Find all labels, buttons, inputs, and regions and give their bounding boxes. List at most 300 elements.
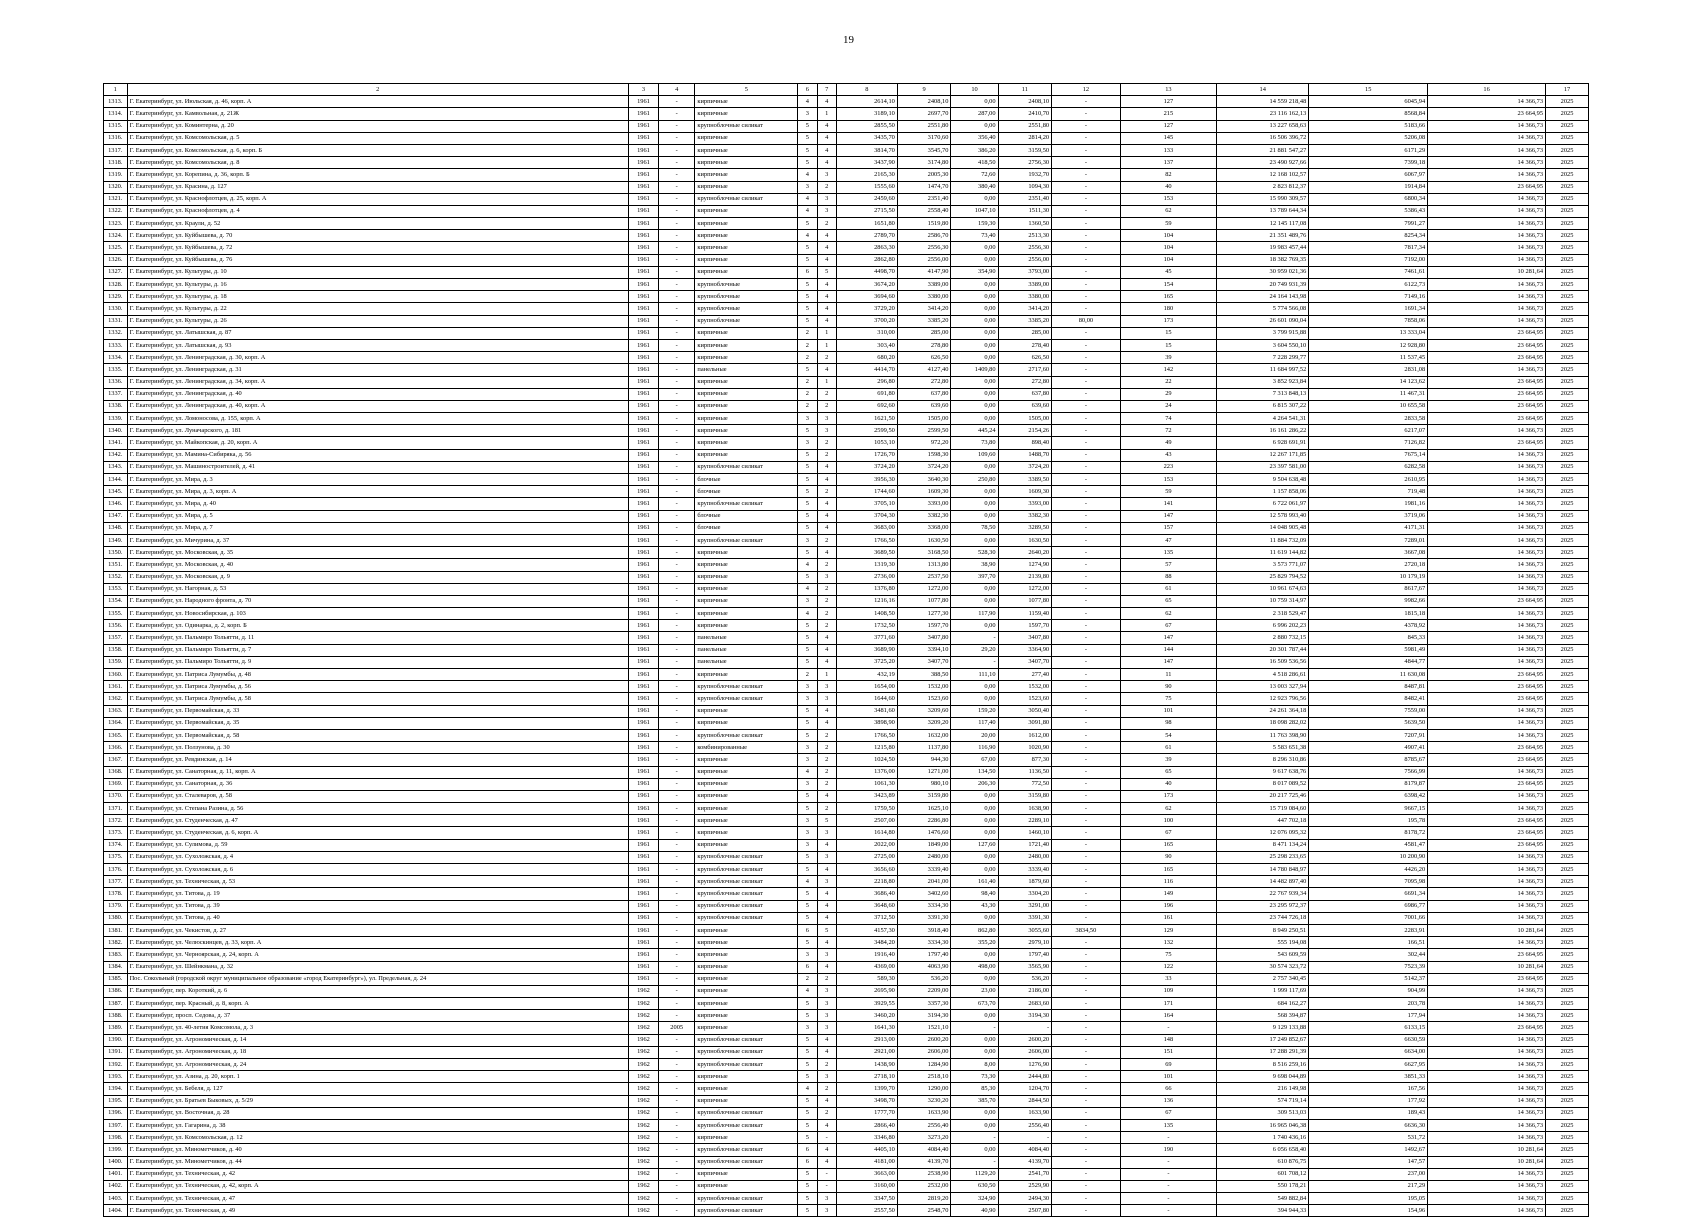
cell-plan-year: 2025 [1546, 437, 1589, 449]
cell-common-area: - [1052, 803, 1121, 815]
cell-entrances: 3 [817, 827, 836, 839]
cell-row-number: 1331. [104, 315, 128, 327]
cell-total-area: 3929,55 [836, 998, 897, 1010]
cell-total-area: 1319,30 [836, 559, 897, 571]
cell-year-reconstruction: - [658, 474, 694, 486]
cell-year-built: 1961 [628, 108, 658, 120]
cell-nonresidential-area: - [951, 1022, 998, 1034]
table-row [104, 973, 1589, 985]
cell-total-cost: 30 574 323,72 [1217, 961, 1309, 973]
cell-floors: 5 [798, 1034, 817, 1046]
cell-common-area: - [1052, 998, 1121, 1010]
cell-year-built: 1961 [628, 132, 658, 144]
cell-residents: 147 [1120, 632, 1216, 644]
cell-address: Г. Екатеринбург, ул. Техническая, д. 42, корп. А [127, 1180, 628, 1192]
cell-total-area: 1053,10 [836, 437, 897, 449]
cell-common-area: - [1052, 937, 1121, 949]
cell-cost-per-sqm: 6282,58 [1309, 461, 1428, 473]
cell-row-number: 1320. [104, 181, 128, 193]
cell-address: Г. Екатеринбург, пер. Короткий, д. 6 [127, 985, 628, 997]
cell-wall-material: крупноблочные [695, 279, 798, 291]
cell-common-area: - [1052, 169, 1121, 181]
cell-residential-area: 2558,40 [897, 205, 951, 217]
cell-nonresidential-area: 0,00 [951, 400, 998, 412]
cell-residential-area: 3209,60 [897, 705, 951, 717]
cell-residents: 147 [1120, 510, 1216, 522]
cell-year-reconstruction: - [658, 413, 694, 425]
cell-year-reconstruction: - [658, 534, 694, 546]
cell-total-cost: 25 829 794,52 [1217, 571, 1309, 583]
cell-entrances: 2 [817, 742, 836, 754]
cell-nonresidential-area: 0,00 [951, 864, 998, 876]
cell-address: Г. Екатеринбург, ул. Культуры, д. 18 [127, 291, 628, 303]
cell-residential-area: 2556,30 [897, 242, 951, 254]
cell-total-cost: 23 397 581,00 [1217, 461, 1309, 473]
cell-nonresidential-area: 127,60 [951, 839, 998, 851]
cell-address: Г. Екатеринбург, ул. Латышская, д. 93 [127, 339, 628, 351]
cell-plan-year: 2025 [1546, 510, 1589, 522]
cell-nonresidential-area: 73,80 [951, 437, 998, 449]
cell-floors: 5 [798, 900, 817, 912]
cell-year-built: 1961 [628, 937, 658, 949]
table-row [104, 912, 1589, 924]
cell-entrances: 2 [817, 595, 836, 607]
cell-cost-per-sqm: 302,44 [1309, 949, 1428, 961]
cell-common-area: - [1052, 729, 1121, 741]
cell-common-area: - [1052, 242, 1121, 254]
cell-total-cost: 20 301 787,44 [1217, 644, 1309, 656]
cell-residential-area: 2600,20 [897, 1034, 951, 1046]
cell-floors: 4 [798, 766, 817, 778]
cell-entrances: 3 [817, 851, 836, 863]
cell-entrances: 4 [817, 522, 836, 534]
cell-residential-in-ownership: 3382,30 [998, 510, 1052, 522]
cell-address: Г. Екатеринбург, ул. Челюскинцев, д. 33, корп. А [127, 937, 628, 949]
cell-total-area: 296,80 [836, 376, 897, 388]
cell-wall-material: кирпичные [695, 400, 798, 412]
cell-limit-per-sqm: 14 366,73 [1428, 1059, 1546, 1071]
cell-total-area: 1766,50 [836, 534, 897, 546]
cell-cost-per-sqm: 7001,66 [1309, 912, 1428, 924]
cell-residential-area: 3357,30 [897, 998, 951, 1010]
cell-limit-per-sqm: 14 366,73 [1428, 474, 1546, 486]
cell-address: Г. Екатеринбург, ул. Мамина-Сибиряка, д. 56 [127, 449, 628, 461]
cell-limit-per-sqm: 14 366,73 [1428, 937, 1546, 949]
cell-year-reconstruction: - [658, 193, 694, 205]
cell-cost-per-sqm: 11 630,08 [1309, 669, 1428, 681]
cell-limit-per-sqm: 14 366,73 [1428, 729, 1546, 741]
cell-plan-year: 2025 [1546, 973, 1589, 985]
cell-floors: 2 [798, 376, 817, 388]
table-row [104, 279, 1589, 291]
cell-limit-per-sqm: 14 366,73 [1428, 1205, 1546, 1217]
cell-residential-area: 3339,40 [897, 864, 951, 876]
cell-address: Г. Екатеринбург, ул. Латышская, д. 87 [127, 327, 628, 339]
cell-common-area: - [1052, 352, 1121, 364]
cell-common-area: - [1052, 437, 1121, 449]
column-header-1: 1 [104, 84, 128, 96]
cell-wall-material: крупноблочные силикат [695, 1046, 798, 1058]
cell-cost-per-sqm: 8617,67 [1309, 583, 1428, 595]
cell-total-cost: 447 702,18 [1217, 815, 1309, 827]
cell-residential-in-ownership: 3159,50 [998, 144, 1052, 156]
cell-floors: 5 [798, 1059, 817, 1071]
cell-address: Г. Екатеринбург, ул. Культуры, д. 16 [127, 279, 628, 291]
cell-common-area: - [1052, 876, 1121, 888]
cell-residents: 127 [1120, 96, 1216, 108]
cell-year-built: 1961 [628, 498, 658, 510]
cell-residential-area: 1597,70 [897, 620, 951, 632]
cell-year-built: 1962 [628, 1095, 658, 1107]
cell-row-number: 1395. [104, 1095, 128, 1107]
cell-cost-per-sqm: 177,92 [1309, 1095, 1428, 1107]
cell-total-cost: 4 264 541,31 [1217, 413, 1309, 425]
page-number: 19 [843, 34, 854, 46]
cell-nonresidential-area: 117,40 [951, 717, 998, 729]
cell-residential-area: 4139,70 [897, 1156, 951, 1168]
cell-wall-material: кирпичные [695, 1180, 798, 1192]
cell-wall-material: крупноблочные силикат [695, 461, 798, 473]
cell-cost-per-sqm: 7289,01 [1309, 534, 1428, 546]
cell-wall-material: крупноблочные силикат [695, 534, 798, 546]
table-row [104, 413, 1589, 425]
cell-year-reconstruction: - [658, 254, 694, 266]
cell-residential-area: 2041,00 [897, 876, 951, 888]
cell-residential-in-ownership: 3194,30 [998, 1010, 1052, 1022]
cell-residents: 22 [1120, 376, 1216, 388]
cell-plan-year: 2025 [1546, 1107, 1589, 1119]
cell-limit-per-sqm: 14 366,73 [1428, 656, 1546, 668]
cell-residential-in-ownership: 2480,00 [998, 851, 1052, 863]
cell-floors: 2 [798, 339, 817, 351]
cell-residential-area: 3391,30 [897, 912, 951, 924]
cell-year-reconstruction: - [658, 961, 694, 973]
cell-year-reconstruction: - [658, 449, 694, 461]
table-row [104, 656, 1589, 668]
cell-residential-in-ownership: 1523,60 [998, 693, 1052, 705]
cell-limit-per-sqm: 14 366,73 [1428, 1180, 1546, 1192]
cell-residents: 104 [1120, 254, 1216, 266]
cell-common-area: - [1052, 1010, 1121, 1022]
cell-plan-year: 2025 [1546, 559, 1589, 571]
table-row [104, 498, 1589, 510]
cell-wall-material: крупноблочные [695, 303, 798, 315]
cell-total-area: 1726,70 [836, 449, 897, 461]
cell-total-cost: 12 923 796,56 [1217, 693, 1309, 705]
cell-entrances: - [817, 1168, 836, 1180]
cell-wall-material: кирпичные [695, 839, 798, 851]
cell-limit-per-sqm: 14 366,73 [1428, 851, 1546, 863]
cell-entrances: 4 [817, 1119, 836, 1131]
cell-residents: 47 [1120, 534, 1216, 546]
cell-residents: 153 [1120, 474, 1216, 486]
cell-entrances: 4 [817, 1144, 836, 1156]
table-row [104, 254, 1589, 266]
cell-address: Г. Екатеринбург, ул. Луначарского, д. 181 [127, 425, 628, 437]
cell-total-cost: 16 965 046,38 [1217, 1119, 1309, 1131]
cell-cost-per-sqm: 1492,67 [1309, 1144, 1428, 1156]
cell-total-cost: 21 881 547,27 [1217, 144, 1309, 156]
cell-wall-material: кирпичные [695, 583, 798, 595]
cell-address: Г. Екатеринбург, ул. Первомайская, д. 35 [127, 717, 628, 729]
cell-floors: 3 [798, 839, 817, 851]
cell-year-reconstruction: - [658, 595, 694, 607]
cell-total-cost: 684 162,27 [1217, 998, 1309, 1010]
cell-residential-area: 2586,70 [897, 230, 951, 242]
cell-plan-year: 2025 [1546, 230, 1589, 242]
cell-cost-per-sqm: 7095,98 [1309, 876, 1428, 888]
cell-plan-year: 2025 [1546, 888, 1589, 900]
cell-limit-per-sqm: 14 366,73 [1428, 803, 1546, 815]
cell-total-cost: 550 178,21 [1217, 1180, 1309, 1192]
cell-cost-per-sqm: 6986,77 [1309, 900, 1428, 912]
cell-limit-per-sqm: 23 664,95 [1428, 693, 1546, 705]
cell-limit-per-sqm: 14 366,73 [1428, 620, 1546, 632]
cell-cost-per-sqm: 7817,34 [1309, 242, 1428, 254]
cell-total-area: 3663,00 [836, 1168, 897, 1180]
cell-residents: 154 [1120, 279, 1216, 291]
cell-nonresidential-area: 0,00 [951, 193, 998, 205]
cell-row-number: 1322. [104, 205, 128, 217]
cell-floors: 2 [798, 973, 817, 985]
cell-residential-area: 4147,90 [897, 266, 951, 278]
cell-residents: 11 [1120, 669, 1216, 681]
cell-year-built: 1961 [628, 339, 658, 351]
cell-limit-per-sqm: 23 664,95 [1428, 339, 1546, 351]
cell-nonresidential-area: - [951, 1132, 998, 1144]
cell-nonresidential-area: 630,50 [951, 1180, 998, 1192]
cell-total-cost: 23 490 927,66 [1217, 157, 1309, 169]
table-row [104, 851, 1589, 863]
column-header-15: 15 [1309, 84, 1428, 96]
cell-limit-per-sqm: 14 366,73 [1428, 364, 1546, 376]
cell-residential-area: 1474,70 [897, 181, 951, 193]
cell-plan-year: 2025 [1546, 924, 1589, 936]
cell-address: Г. Екатеринбург, ул. Техническая, д. 53 [127, 876, 628, 888]
cell-residential-in-ownership: 2600,20 [998, 1034, 1052, 1046]
cell-cost-per-sqm: 3667,08 [1309, 547, 1428, 559]
cell-plan-year: 2025 [1546, 400, 1589, 412]
cell-row-number: 1326. [104, 254, 128, 266]
cell-row-number: 1372. [104, 815, 128, 827]
cell-total-area: 1777,70 [836, 1107, 897, 1119]
cell-row-number: 1321. [104, 193, 128, 205]
cell-year-built: 1961 [628, 291, 658, 303]
cell-residents: 67 [1120, 620, 1216, 632]
cell-nonresidential-area: 356,40 [951, 132, 998, 144]
cell-total-cost: 14 780 848,97 [1217, 864, 1309, 876]
cell-entrances: 2 [817, 1059, 836, 1071]
cell-limit-per-sqm: 10 281,64 [1428, 924, 1546, 936]
cell-row-number: 1371. [104, 803, 128, 815]
cell-row-number: 1384. [104, 961, 128, 973]
cell-total-area: 680,20 [836, 352, 897, 364]
cell-entrances: 2 [817, 778, 836, 790]
cell-total-area: 303,40 [836, 339, 897, 351]
cell-plan-year: 2025 [1546, 669, 1589, 681]
cell-total-cost: 23 116 162,13 [1217, 108, 1309, 120]
cell-floors: 3 [798, 742, 817, 754]
cell-row-number: 1337. [104, 388, 128, 400]
cell-residential-area: 972,20 [897, 437, 951, 449]
cell-floors: 5 [798, 449, 817, 461]
cell-year-reconstruction: - [658, 669, 694, 681]
cell-total-area: 2614,10 [836, 96, 897, 108]
cell-address: Г. Екатеринбург, ул. Мичурина, д. 37 [127, 534, 628, 546]
cell-residents: 153 [1120, 193, 1216, 205]
cell-residential-area: 1523,60 [897, 693, 951, 705]
cell-residential-in-ownership: 637,80 [998, 388, 1052, 400]
cell-wall-material: кирпичные [695, 985, 798, 997]
cell-residential-in-ownership: 1159,40 [998, 608, 1052, 620]
cell-limit-per-sqm: 23 664,95 [1428, 742, 1546, 754]
cell-residential-area: 2556,00 [897, 254, 951, 266]
cell-wall-material: кирпичные [695, 949, 798, 961]
cell-address: Г. Екатеринбург, ул. Титова, д. 39 [127, 900, 628, 912]
cell-residential-in-ownership: 1136,50 [998, 766, 1052, 778]
cell-floors: 5 [798, 644, 817, 656]
cell-total-area: 1376,00 [836, 766, 897, 778]
cell-total-area: 1408,50 [836, 608, 897, 620]
cell-total-cost: 22 767 939,34 [1217, 888, 1309, 900]
cell-total-area: 1216,16 [836, 595, 897, 607]
cell-residential-area: 3640,30 [897, 474, 951, 486]
cell-total-area: 2855,50 [836, 120, 897, 132]
cell-nonresidential-area: 324,90 [951, 1193, 998, 1205]
cell-year-built: 1962 [628, 1107, 658, 1119]
cell-plan-year: 2025 [1546, 803, 1589, 815]
cell-cost-per-sqm: 5183,66 [1309, 120, 1428, 132]
cell-total-cost: 7 313 848,13 [1217, 388, 1309, 400]
cell-nonresidential-area: 250,80 [951, 474, 998, 486]
cell-address: Г. Екатеринбург, ул. Агрономическая, д. 18 [127, 1046, 628, 1058]
cell-row-number: 1315. [104, 120, 128, 132]
cell-total-cost: 216 149,98 [1217, 1083, 1309, 1095]
cell-residents: 98 [1120, 717, 1216, 729]
cell-residents: 135 [1120, 1119, 1216, 1131]
cell-wall-material: крупноблочные силикат [695, 912, 798, 924]
cell-address: Г. Екатеринбург, ул. Машиностроителей, д. 41 [127, 461, 628, 473]
cell-floors: 6 [798, 924, 817, 936]
cell-wall-material: крупноблочные силикат [695, 1034, 798, 1046]
cell-floors: 5 [798, 315, 817, 327]
cell-residents: 190 [1120, 1144, 1216, 1156]
cell-residential-in-ownership: 3159,80 [998, 790, 1052, 802]
cell-address: Г. Екатеринбург, пер. Красный, д. 8, корп. А [127, 998, 628, 1010]
cell-limit-per-sqm: 14 366,73 [1428, 912, 1546, 924]
cell-limit-per-sqm: 14 366,73 [1428, 120, 1546, 132]
cell-address: Г. Екатеринбург, ул. Куйбышева, д. 72 [127, 242, 628, 254]
cell-total-area: 3648,60 [836, 900, 897, 912]
cell-wall-material: кирпичные [695, 608, 798, 620]
cell-plan-year: 2025 [1546, 157, 1589, 169]
cell-wall-material: панельные [695, 656, 798, 668]
cell-floors: 5 [798, 888, 817, 900]
cell-residents: 137 [1120, 157, 1216, 169]
cell-residents: 43 [1120, 449, 1216, 461]
cell-residents: 24 [1120, 400, 1216, 412]
table-row [104, 144, 1589, 156]
cell-cost-per-sqm: 4581,47 [1309, 839, 1428, 851]
cell-common-area: - [1052, 1168, 1121, 1180]
cell-address: Г. Екатеринбург, ул. Первомайская, д. 58 [127, 729, 628, 741]
cell-limit-per-sqm: 14 366,73 [1428, 291, 1546, 303]
cell-floors: 5 [798, 242, 817, 254]
cell-total-cost: 20 749 931,39 [1217, 279, 1309, 291]
cell-limit-per-sqm: 14 366,73 [1428, 205, 1546, 217]
cell-residents: 72 [1120, 425, 1216, 437]
cell-cost-per-sqm: 6133,15 [1309, 1022, 1428, 1034]
table-row [104, 1168, 1589, 1180]
cell-year-reconstruction: - [658, 644, 694, 656]
cell-common-area: - [1052, 1022, 1121, 1034]
cell-common-area: - [1052, 827, 1121, 839]
cell-plan-year: 2025 [1546, 218, 1589, 230]
cell-residential-area: 1632,00 [897, 729, 951, 741]
cell-total-cost: 9 129 133,88 [1217, 1022, 1309, 1034]
cell-wall-material: комбинированные [695, 742, 798, 754]
cell-year-reconstruction: - [658, 498, 694, 510]
cell-residential-area: 3382,30 [897, 510, 951, 522]
cell-total-cost: 2 880 732,15 [1217, 632, 1309, 644]
cell-floors: 4 [798, 1083, 817, 1095]
cell-nonresidential-area: 134,50 [951, 766, 998, 778]
cell-year-reconstruction: - [658, 315, 694, 327]
cell-year-built: 1961 [628, 461, 658, 473]
cell-row-number: 1356. [104, 620, 128, 632]
cell-floors: 3 [798, 778, 817, 790]
cell-floors: 5 [798, 1132, 817, 1144]
cell-wall-material: кирпичные [695, 169, 798, 181]
cell-nonresidential-area: 23,00 [951, 985, 998, 997]
cell-year-built: 1961 [628, 437, 658, 449]
cell-residential-in-ownership: 2640,20 [998, 547, 1052, 559]
cell-plan-year: 2025 [1546, 900, 1589, 912]
cell-plan-year: 2025 [1546, 1010, 1589, 1022]
cell-entrances: 2 [817, 559, 836, 571]
cell-floors: 5 [798, 1071, 817, 1083]
cell-residents: 33 [1120, 973, 1216, 985]
cell-total-cost: 23 295 972,37 [1217, 900, 1309, 912]
cell-total-cost: 21 351 489,76 [1217, 230, 1309, 242]
cell-common-area: - [1052, 364, 1121, 376]
cell-nonresidential-area: 385,70 [951, 1095, 998, 1107]
cell-row-number: 1380. [104, 912, 128, 924]
cell-total-cost: 7 228 299,77 [1217, 352, 1309, 364]
cell-nonresidential-area: 1047,10 [951, 205, 998, 217]
cell-plan-year: 2025 [1546, 144, 1589, 156]
cell-plan-year: 2025 [1546, 571, 1589, 583]
cell-year-built: 1961 [628, 157, 658, 169]
cell-year-built: 1961 [628, 669, 658, 681]
cell-residents: 69 [1120, 1059, 1216, 1071]
cell-year-reconstruction: - [658, 1034, 694, 1046]
cell-year-built: 1961 [628, 839, 658, 851]
cell-limit-per-sqm: 23 664,95 [1428, 681, 1546, 693]
cell-residents: 57 [1120, 559, 1216, 571]
cell-plan-year: 2025 [1546, 632, 1589, 644]
cell-residential-in-ownership: 3407,70 [998, 656, 1052, 668]
cell-wall-material: кирпичные [695, 242, 798, 254]
cell-address: Г. Екатеринбург, ул. Пальмиро Тольятти, д. 9 [127, 656, 628, 668]
table-row [104, 230, 1589, 242]
cell-common-area: - [1052, 632, 1121, 644]
cell-address: Г. Екатеринбург, ул. Комсомольская, д. 6, корп. Б [127, 144, 628, 156]
cell-year-reconstruction: - [658, 754, 694, 766]
cell-address: Г. Екатеринбург, ул. Степана Разина, д. 56 [127, 803, 628, 815]
cell-residential-in-ownership: 2556,30 [998, 242, 1052, 254]
cell-year-reconstruction: - [658, 583, 694, 595]
